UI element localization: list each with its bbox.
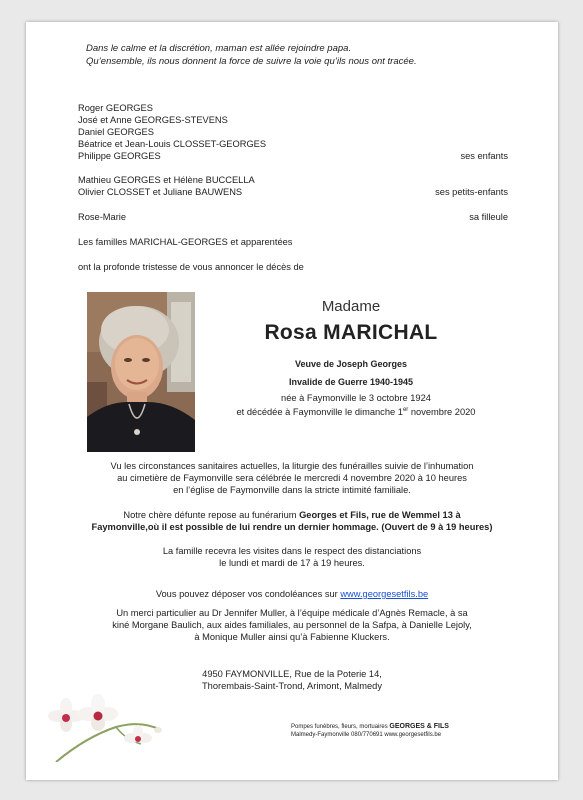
- children-list: [78, 102, 266, 162]
- families-line: Les familles MARICHAL-GEORGES et apparentées: [78, 237, 293, 247]
- child-name: Roger GEORGES: [78, 103, 153, 113]
- address-block: 4950 FAYMONVILLE, Rue de la Poterie 14, Thorembais-Saint-Trond, Arimont, Malmedy: [202, 669, 382, 691]
- child-name: Béatrice et Jean-Louis CLOSSET-GEORGES: [78, 139, 267, 149]
- intro-text: Dans le calme et la discrétion, maman est allée rejoindre papa. Qu’ensemble, ils nous donnent la force de suivre la voie qu’ils nous ont tracée.: [86, 43, 417, 67]
- obituary-sheet: [26, 22, 558, 780]
- portrait-photo: [87, 292, 195, 452]
- grandchild-name: Mathieu GEORGES et Hélène BUCCELLA: [78, 175, 255, 185]
- funeral-home-footer: Pompes funèbres, fleurs, mortuaires GEORGES & FILS Malmedy-Faymonville 080/770691 www.georgesetfils.be: [291, 723, 449, 738]
- child-name: Daniel GEORGES: [78, 127, 154, 137]
- condolences-line: Vous pouvez déposer vos condoléances sur www.georgesetfils.be: [155, 589, 429, 599]
- repose-text: Notre chère défunte repose au funérarium Georges et Fils, rue de Wemmel 13 à Faymonville,où il est possible de lui rendre un dernier hommage. (Ouvert de 9 à 19 heures): [91, 510, 493, 532]
- child-name: José et Anne GEORGES-STEVENS: [78, 115, 228, 125]
- deceased-subtitle: [226, 355, 476, 391]
- condolences-link[interactable]: www.georgesetfils.be: [340, 589, 429, 599]
- announce-line: ont la profonde tristesse de vous annoncer le décès de: [78, 262, 304, 272]
- grandchildren-list: [78, 174, 255, 198]
- child-name: Philippe GEORGES: [78, 151, 161, 161]
- widow-of: Veuve de Joseph Georges: [294, 359, 408, 369]
- deceased-dates: [206, 393, 506, 418]
- status-line: Invalide de Guerre 1940-1945: [288, 377, 414, 387]
- birth-line: née à Faymonville le 3 octobre 1924: [281, 393, 431, 403]
- deceased-title: Madame: [321, 298, 381, 315]
- children-relation: ses enfants: [460, 151, 508, 161]
- deceased-name: [226, 321, 476, 345]
- thanks-text: Un merci particulier au Dr Jennifer Muller, à l’équipe médicale d’Agnès Remacle, à sa kiné Morgane Baulich, aux aides familiales, au personnel de la Safpa, à Danielle Lejoly, à Monique Muller ainsi qu’à Fabienne Kluckers.: [112, 608, 472, 642]
- death-line: et décédée à Faymonville le dimanche 1er novembre 2020: [236, 406, 476, 417]
- grandchild-name: Olivier CLOSSET et Juliane BAUWENS: [78, 187, 243, 197]
- goddaughter-relation: sa filleule: [469, 212, 508, 222]
- deceased-first-name: Rosa: [264, 321, 318, 344]
- circumstances-text: Vu les circonstances sanitaires actuelles, la liturgie des funérailles suivie de l’inhumation au cimetière de Faymonville sera célébrée le mercredi 4 novembre 2020 à 10 heures en l’église de Faymonville dans la stricte intimité familiale.: [110, 461, 474, 495]
- visits-text: La famille recevra les visites dans le respect des distanciations le lundi et mardi de 17 à 19 heures.: [162, 546, 422, 568]
- orchid-decoration: [46, 682, 166, 762]
- deceased-last-name: MARICHAL: [323, 321, 438, 344]
- grandchildren-relation: ses petits-enfants: [435, 187, 508, 197]
- goddaughter-name: Rose-Marie: [78, 212, 127, 222]
- portrait-image: [87, 292, 195, 452]
